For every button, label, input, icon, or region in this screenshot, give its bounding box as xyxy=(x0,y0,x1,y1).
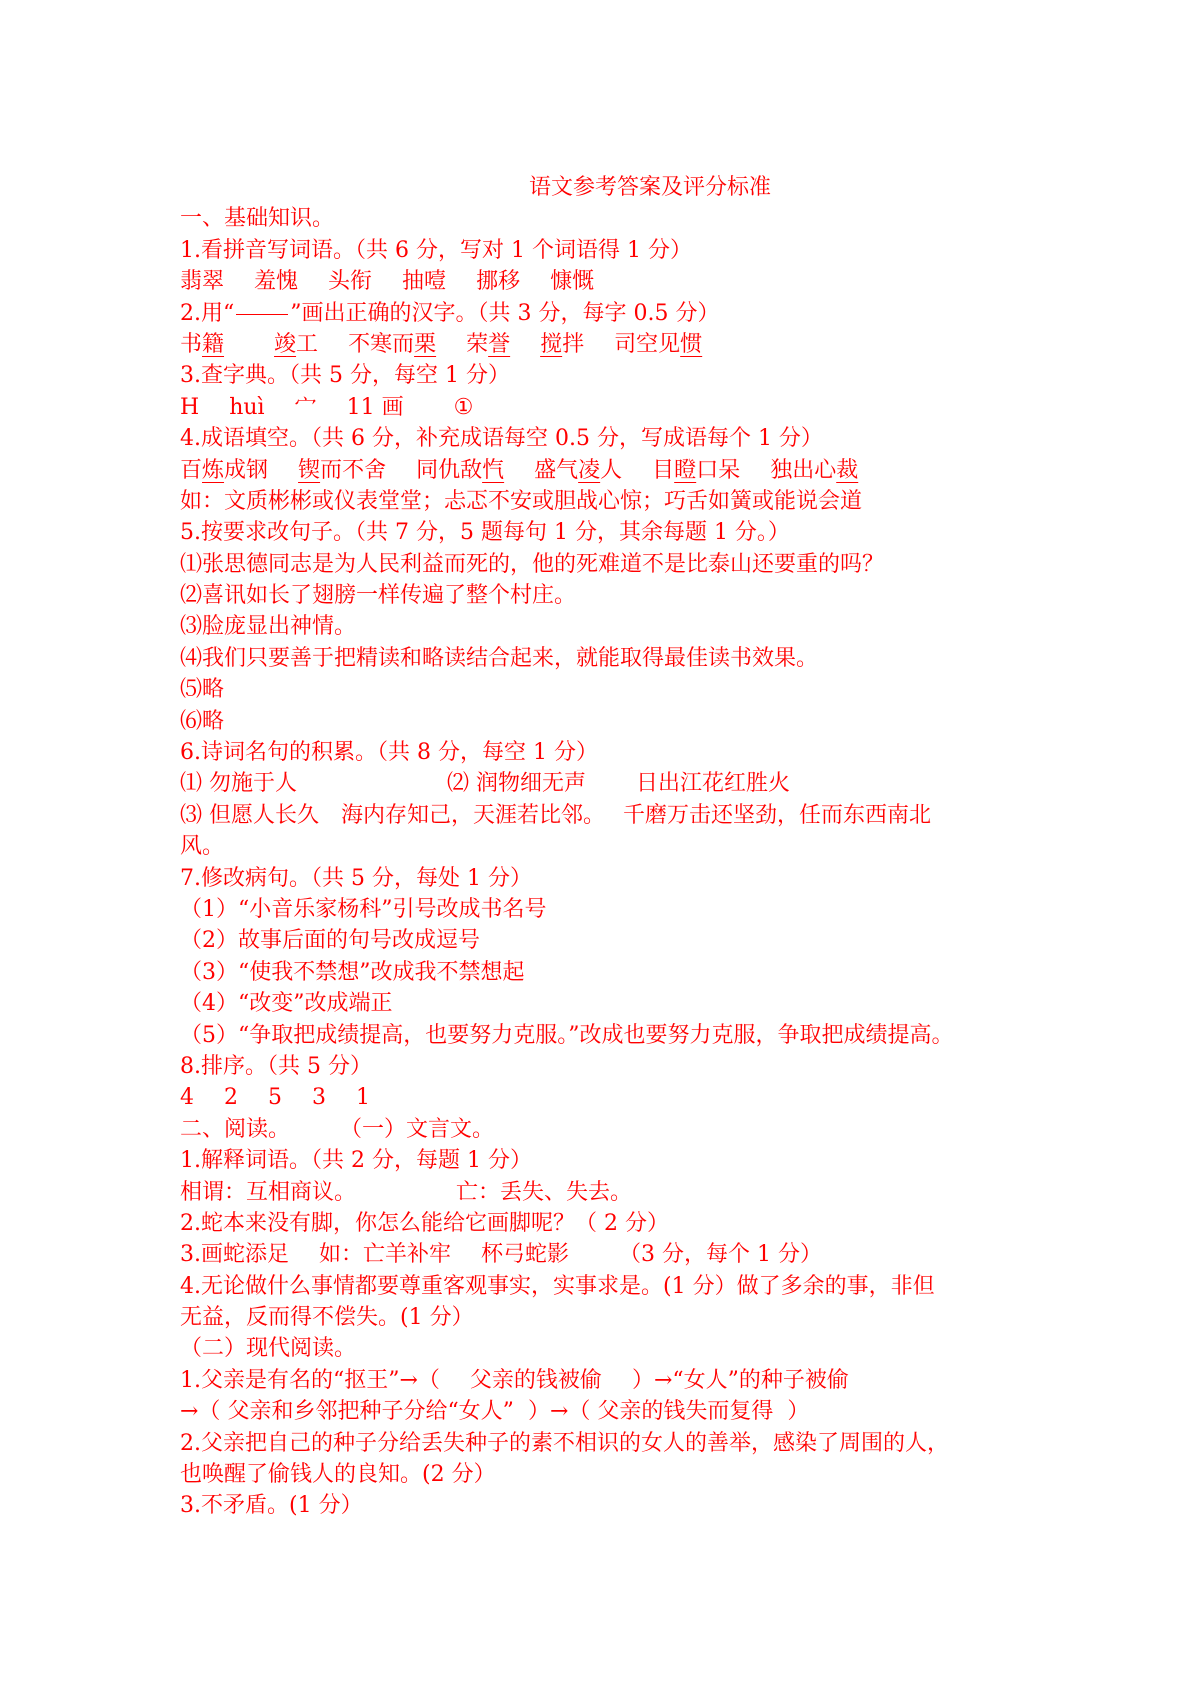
order-number: 5 xyxy=(268,1085,282,1111)
poem-answer: ⑴ 勿施于人 xyxy=(180,771,297,797)
r4-answer: 无益，反而得不偿失。(1 分） xyxy=(180,1305,474,1331)
r3-answer: 3.画蛇添足 如：亡羊补牢 杯弓蛇影 （3 分，每个 1 分） xyxy=(180,1242,823,1268)
subsection-label: （一）文言文。 xyxy=(340,1116,495,1142)
q6-title: 6.诗词名句的积累。（共 8 分，每空 1 分） xyxy=(180,740,598,766)
answer-letter: H xyxy=(180,394,200,420)
q1-title: 1.看拼音写词语。（共 6 分，写对 1 个词语得 1 分） xyxy=(180,237,692,263)
idiom: 锲而不舍 xyxy=(298,457,387,483)
m2-answer: 2.父亲把自己的种子分给丢失种子的素不相识的女人的善举，感染了周围的人， xyxy=(180,1430,949,1456)
word-definition: 相谓：互相商议。 xyxy=(180,1179,357,1205)
q6-line: ⑶ 但愿人长久 海内存知己，天涯若比邻。 千磨万击还坚劲，任而东西南北 xyxy=(180,802,931,828)
q2-title xyxy=(180,298,1080,329)
answer-strokes: 11 画 xyxy=(346,394,404,420)
modern-reading-title: （二）现代阅读。 xyxy=(180,1336,357,1362)
answer-word: 抽噎 xyxy=(402,269,447,295)
section-reading xyxy=(180,1114,1080,1145)
order-number: 4 xyxy=(180,1085,194,1111)
m1-line: 1.父亲是有名的“抠王”→（ 父亲的钱被偷 ）→“女人”的种子被偷 xyxy=(180,1367,849,1393)
m2-answer: 也唤醒了偷钱人的良知。(2 分） xyxy=(180,1462,496,1488)
q7-item: （2）故事后面的句号改成逗号 xyxy=(180,928,480,954)
q2-title-end: ”画出正确的汉字。（共 3 分，每字 0.5 分） xyxy=(290,300,720,326)
answer-radical: 宀 xyxy=(294,394,317,420)
idiom: 百炼成钢 xyxy=(180,457,269,483)
order-number: 2 xyxy=(224,1085,238,1111)
q2-answers xyxy=(180,329,1080,360)
underline-sample xyxy=(236,298,288,315)
q5-title: 5.按要求改句子。（共 7 分，5 题每句 1 分，其余每题 1 分。） xyxy=(180,520,790,546)
q8-title: 8.排序。（共 5 分） xyxy=(180,1053,372,1079)
order-number: 3 xyxy=(312,1085,326,1111)
m1-line: →（ 父亲和乡邻把种子分给“女人” ）→（ 父亲的钱失而复得 ） xyxy=(180,1399,810,1425)
q5-item: ⑴张思德同志是为人民利益而死的，他的死难道不是比泰山还要重的吗？ xyxy=(180,551,885,577)
idiom: 同仇敌忾 xyxy=(416,457,505,483)
answer-word: 慷慨 xyxy=(550,269,595,295)
section-basic-knowledge: 一、基础知识。 xyxy=(180,206,335,232)
section-label: 二、阅读。 xyxy=(180,1116,291,1142)
poem-answer: ⑵ 润物细无声 xyxy=(447,771,586,797)
q5-item: ⑹略 xyxy=(180,708,225,734)
q4-idioms xyxy=(180,455,1080,486)
document-body xyxy=(180,172,1080,1522)
q5-item: ⑵喜讯如长了翅膀一样传遍了整个村庄。 xyxy=(180,583,577,609)
answer-word: 搅拌 xyxy=(540,331,585,357)
q1-answers xyxy=(180,266,1080,297)
answer-word: 荣誉 xyxy=(466,331,511,357)
answer-meaning: ① xyxy=(453,394,474,420)
q6-line xyxy=(180,768,1080,799)
idiom: 盛气凌人 xyxy=(534,457,623,483)
poem-answer: 日出江花红胜火 xyxy=(636,771,791,797)
answer-word: 挪移 xyxy=(476,269,521,295)
q7-item: （3）“使我不禁想”改成我不禁想起 xyxy=(180,959,525,985)
r1-answers xyxy=(180,1177,1080,1208)
q4-title: 4.成语填空。（共 6 分，补充成语每空 0.5 分，写成语每个 1 分） xyxy=(180,426,823,452)
answer-word: 羞愧 xyxy=(254,269,299,295)
answer-word: 司空见惯 xyxy=(614,331,703,357)
answer-word: 书籍 xyxy=(180,331,225,357)
answer-word: 竣工 xyxy=(274,331,319,357)
q7-item: （4）“改变”改成端正 xyxy=(180,991,393,1017)
q6-line: 风。 xyxy=(180,834,225,860)
q7-item: （5）“争取把成绩提高，也要努力克服。”改成也要努力克服，争取把成绩提高。 xyxy=(180,1022,954,1048)
q7-item: （1）“小音乐家杨科”引号改成书名号 xyxy=(180,896,547,922)
order-number: 1 xyxy=(356,1085,370,1111)
m3-answer: 3.不矛盾。(1 分） xyxy=(180,1493,363,1519)
q2-title-start: 2.用“ xyxy=(180,300,235,326)
r2-answer: 2.蛇本来没有脚，你怎么能给它画脚呢？（ 2 分） xyxy=(180,1210,669,1236)
idiom: 独出心裁 xyxy=(770,457,859,483)
q5-item: ⑶脸庞显出神情。 xyxy=(180,614,357,640)
idiom: 目瞪口呆 xyxy=(652,457,741,483)
q4-examples: 如：文质彬彬或仪表堂堂；忐忑不安或胆战心惊；巧舌如簧或能说会道 xyxy=(180,488,863,514)
q8-order xyxy=(180,1082,1080,1113)
r1-title: 1.解释词语。（共 2 分，每题 1 分） xyxy=(180,1148,532,1174)
answer-pinyin: huì xyxy=(229,394,265,420)
answer-word: 不寒而栗 xyxy=(348,331,437,357)
q5-item: ⑷我们只要善于把精读和略读结合起来，就能取得最佳读书效果。 xyxy=(180,645,819,671)
q3-answers xyxy=(180,392,1080,423)
answer-word: 头衔 xyxy=(328,269,373,295)
q7-title: 7.修改病句。（共 5 分，每处 1 分） xyxy=(180,865,532,891)
answer-word: 翡翠 xyxy=(180,269,225,295)
word-definition: 亡：丢失、失去。 xyxy=(456,1179,633,1205)
q3-title: 3.查字典。（共 5 分，每空 1 分） xyxy=(180,363,510,389)
q5-item: ⑸略 xyxy=(180,677,225,703)
r4-answer: 4.无论做什么事情都要尊重客观事实，实事求是。(1 分）做了多余的事，非但 xyxy=(180,1273,935,1299)
document-title: 语文参考答案及评分标准 xyxy=(528,175,771,200)
